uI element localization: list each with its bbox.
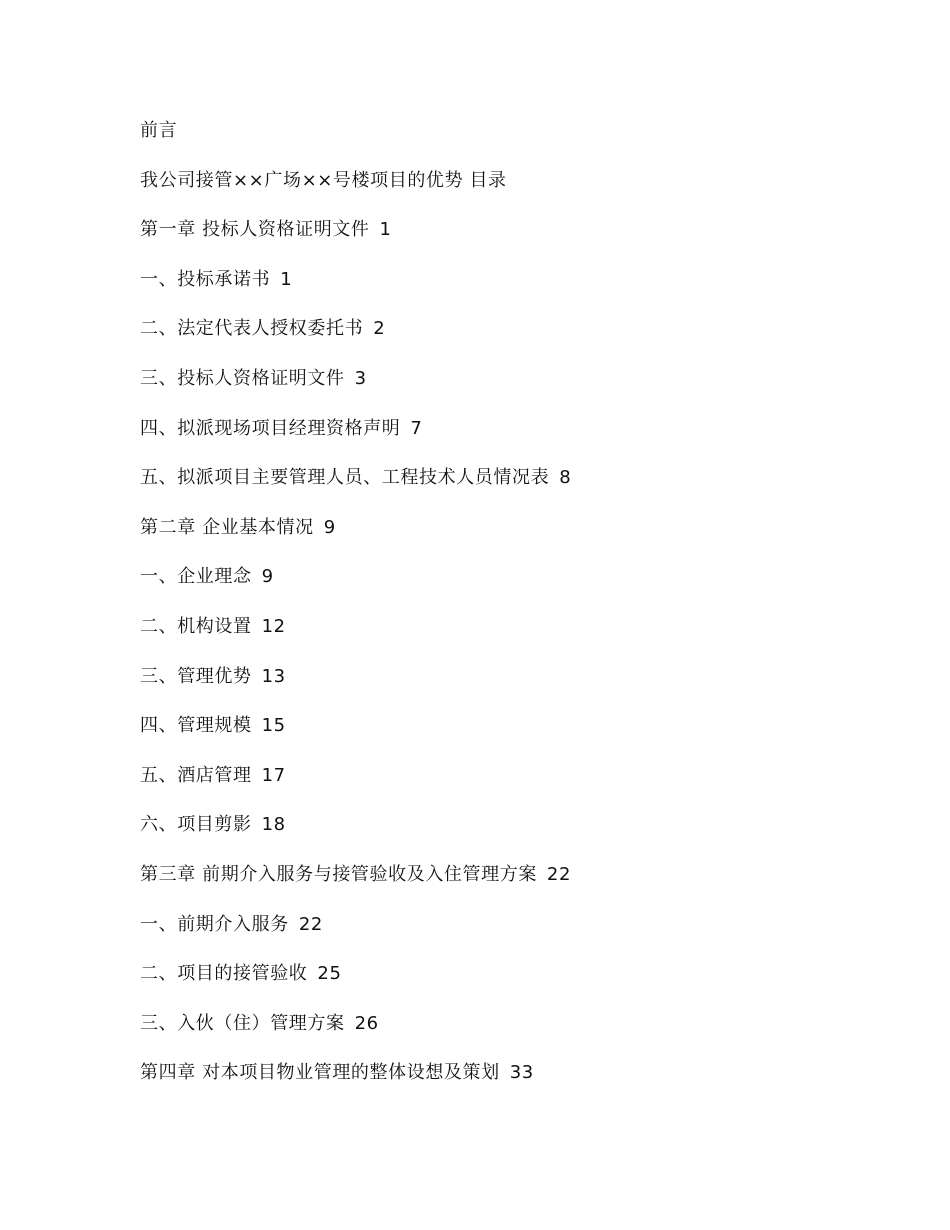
toc-page-number: 7	[410, 417, 423, 439]
toc-page-number: 9	[261, 566, 274, 588]
toc-line-text: 五、酒店管理	[140, 764, 252, 786]
toc-line-text: 五、拟派项目主要管理人员、工程技术人员情况表	[140, 467, 550, 489]
toc-line-text: 三、投标人资格证明文件	[140, 367, 345, 389]
toc-line-text: 二、法定代表人授权委托书	[140, 318, 364, 340]
toc-line-text: 我公司接管××广场××号楼项目的优势 目录	[140, 169, 507, 191]
toc-page-number: 13	[261, 665, 286, 687]
toc-line-item	[140, 762, 571, 812]
toc-line-advantages-contents	[140, 167, 571, 217]
toc-line-text: 第四章 对本项目物业管理的整体设想及策划	[140, 1062, 500, 1084]
toc-line-text: 二、项目的接管验收	[140, 963, 308, 985]
toc-line-text: 第一章 投标人资格证明文件	[140, 219, 370, 241]
toc-page-number: 15	[261, 715, 286, 737]
toc-line-item	[140, 911, 571, 961]
toc-line-item	[140, 960, 571, 1010]
toc-line-item	[140, 1010, 571, 1060]
toc-line-text: 第三章 前期介入服务与接管验收及入住管理方案	[140, 863, 537, 885]
toc-line-item	[140, 464, 571, 514]
toc-line-item	[140, 365, 571, 415]
toc-page-number: 25	[317, 963, 342, 985]
toc-line-text: 一、投标承诺书	[140, 268, 271, 290]
toc-page-number: 17	[261, 764, 286, 786]
toc-page-number: 26	[354, 1012, 379, 1034]
toc-line-item	[140, 415, 571, 465]
toc-line-text: 四、管理规模	[140, 715, 252, 737]
toc-page-number: 33	[509, 1062, 534, 1084]
toc-line-chapter-3	[140, 861, 571, 911]
toc-line-item	[140, 563, 571, 613]
toc-line-text: 一、前期介入服务	[140, 913, 289, 935]
toc-line-item	[140, 315, 571, 365]
table-of-contents	[140, 117, 571, 1109]
toc-line-text: 第二章 企业基本情况	[140, 516, 314, 538]
toc-line-text: 前言	[140, 120, 178, 141]
toc-line-chapter-1	[140, 216, 571, 266]
toc-page-number: 2	[373, 318, 386, 340]
toc-page-number: 9	[323, 516, 336, 538]
toc-line-text: 三、管理优势	[140, 665, 252, 687]
toc-line-text: 六、项目剪影	[140, 814, 252, 836]
toc-line-item	[140, 811, 571, 861]
toc-page-number: 8	[559, 467, 572, 489]
toc-line-text: 四、拟派现场项目经理资格声明	[140, 417, 401, 439]
toc-line-preface	[140, 117, 571, 167]
toc-page-number: 3	[354, 367, 367, 389]
toc-page-number: 18	[261, 814, 286, 836]
toc-line-chapter-4	[140, 1059, 571, 1109]
toc-page-number: 1	[379, 219, 392, 241]
toc-line-item	[140, 712, 571, 762]
toc-line-text: 一、企业理念	[140, 566, 252, 588]
toc-page-number: 22	[298, 913, 323, 935]
toc-line-item	[140, 266, 571, 316]
toc-line-item	[140, 663, 571, 713]
toc-line-text: 三、入伙（住）管理方案	[140, 1012, 345, 1034]
toc-line-chapter-2	[140, 514, 571, 564]
toc-page-number: 22	[546, 863, 572, 885]
toc-page-number: 1	[280, 268, 293, 290]
toc-line-text: 二、机构设置	[140, 615, 252, 637]
toc-line-item	[140, 613, 571, 663]
toc-page-number: 12	[261, 615, 286, 637]
